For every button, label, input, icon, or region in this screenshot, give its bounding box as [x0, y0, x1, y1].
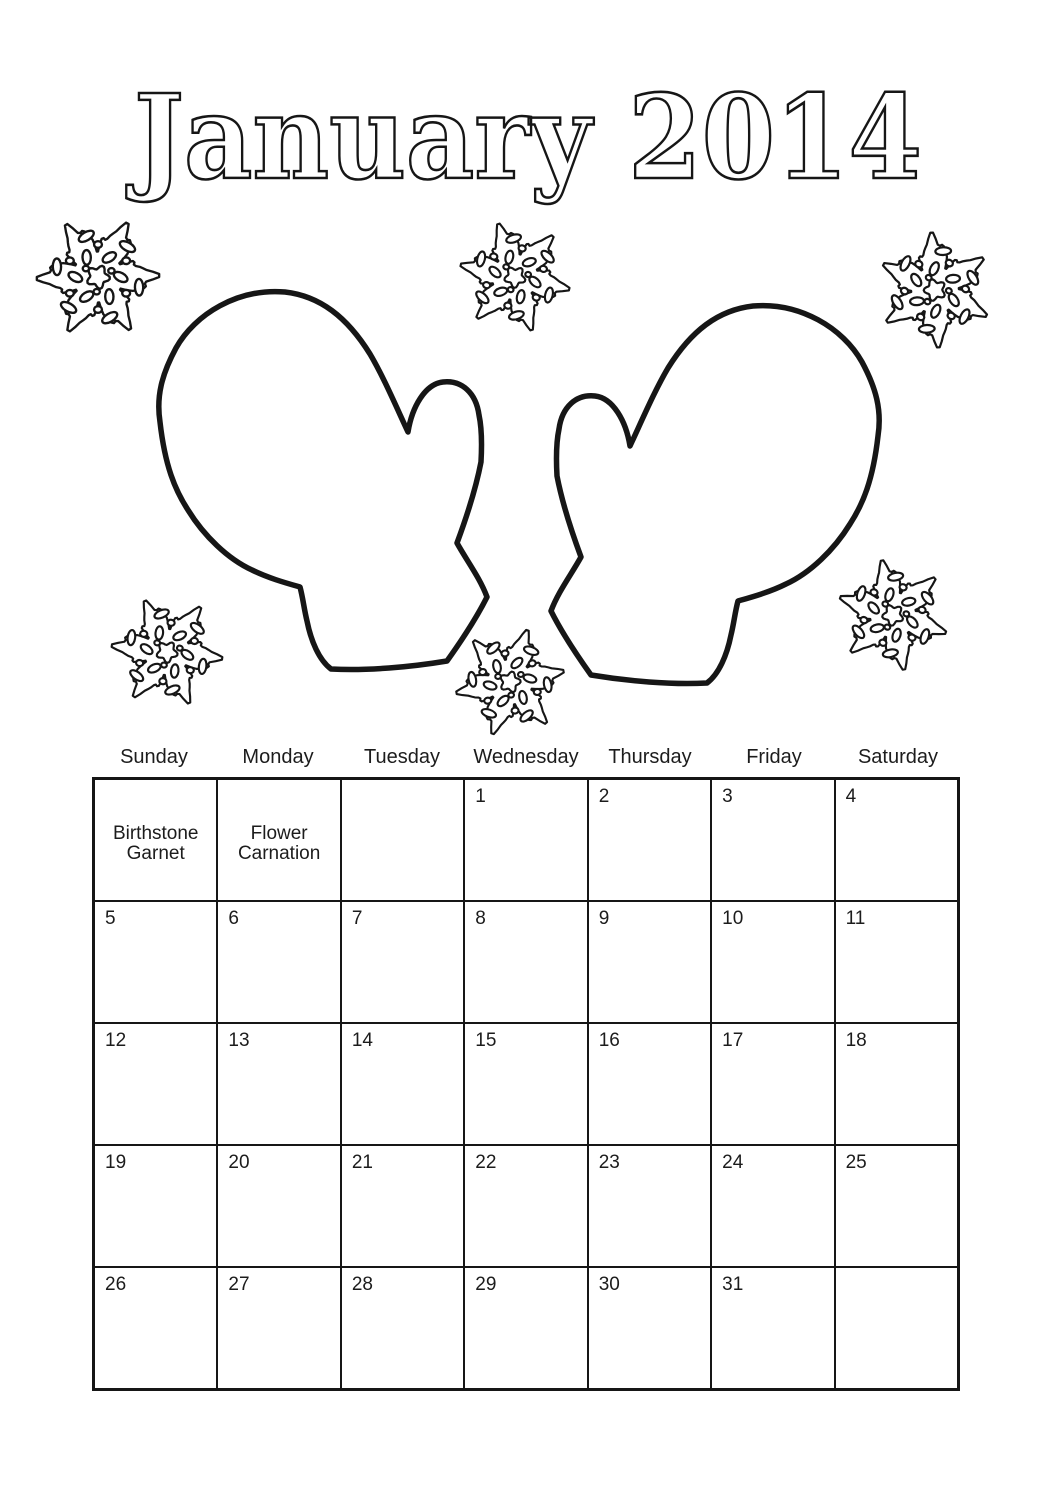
- date-number: 3: [722, 786, 733, 807]
- date-number: 25: [845, 1152, 867, 1173]
- calendar-cell: [464, 779, 587, 901]
- calendar-cell: [711, 1145, 834, 1267]
- date-number: 11: [845, 908, 866, 929]
- date-number: [836, 1268, 957, 1295]
- date-number: 14: [351, 1030, 373, 1051]
- calendar-cell: [588, 1023, 711, 1145]
- calendar-cell: [217, 779, 340, 901]
- day-header-wednesday: Wednesday: [473, 746, 579, 768]
- date-number: 17: [722, 1030, 744, 1051]
- page-title: January 2014: [125, 70, 922, 206]
- calendar-cell: [588, 779, 711, 901]
- date-number: [95, 780, 216, 807]
- calendar-cell: [464, 1267, 587, 1389]
- date-number: 27: [228, 1274, 250, 1295]
- date-number: 23: [598, 1152, 620, 1173]
- day-of-week-header-row: [92, 744, 960, 772]
- calendar-cell: [94, 779, 217, 901]
- cell-note: Flower Carnation: [237, 823, 321, 864]
- date-number: 10: [722, 908, 744, 929]
- date-number: 30: [598, 1274, 620, 1295]
- right-mitten-outline: [551, 306, 879, 684]
- date-number: 26: [105, 1274, 127, 1295]
- day-header-monday: Monday: [242, 746, 314, 768]
- date-number: 28: [351, 1274, 373, 1295]
- calendar-cell: [711, 1023, 834, 1145]
- date-number: 22: [475, 1152, 497, 1173]
- cell-note: Birthstone Garnet: [112, 823, 199, 864]
- date-number: 8: [475, 908, 486, 929]
- date-number: 2: [598, 786, 610, 807]
- calendar-cell: [588, 1267, 711, 1389]
- day-header-sunday: Sunday: [120, 746, 188, 768]
- calendar-cell: [711, 779, 834, 901]
- date-number: 29: [475, 1274, 497, 1295]
- calendar-cell: [711, 1267, 834, 1389]
- date-number: 7: [351, 908, 363, 929]
- calendar-cell: [835, 901, 958, 1023]
- date-number: [218, 780, 339, 807]
- calendar-cell: [217, 1023, 340, 1145]
- day-header-friday: Friday: [746, 746, 802, 768]
- date-number: 6: [228, 908, 239, 929]
- date-number: 15: [475, 1030, 497, 1051]
- calendar-cell: [835, 1023, 958, 1145]
- calendar-cell: [835, 779, 958, 901]
- calendar-cell: [588, 901, 711, 1023]
- day-header-saturday: Saturday: [857, 746, 939, 768]
- day-header-tuesday: Tuesday: [364, 746, 440, 768]
- calendar-cell: [94, 1145, 217, 1267]
- date-number: 21: [351, 1152, 373, 1173]
- date-number: 18: [845, 1030, 867, 1051]
- calendar-cell: [217, 1267, 340, 1389]
- calendar-cell: [94, 901, 217, 1023]
- date-number: 19: [105, 1152, 127, 1173]
- calendar-cell: [464, 1145, 587, 1267]
- calendar-cell: [464, 901, 587, 1023]
- calendar-cell: [835, 1145, 958, 1267]
- date-number: 31: [722, 1274, 744, 1295]
- left-mitten-outline: [159, 292, 487, 670]
- calendar-cell: [711, 901, 834, 1023]
- date-number: 9: [598, 908, 610, 929]
- calendar-cell: [341, 901, 464, 1023]
- date-number: 1: [475, 786, 486, 807]
- page-title-art: [0, 58, 1050, 218]
- mittens-icon: [140, 272, 900, 702]
- calendar-cell: [464, 1023, 587, 1145]
- calendar-cell: [835, 1267, 958, 1389]
- calendar-cell: [341, 1023, 464, 1145]
- calendar-cell: [217, 1145, 340, 1267]
- calendar-grid: [92, 777, 960, 1391]
- calendar-cell: [94, 1023, 217, 1145]
- calendar-cell: [94, 1267, 217, 1389]
- calendar-cell: [341, 1145, 464, 1267]
- calendar-cell: [341, 1267, 464, 1389]
- date-number: 12: [105, 1030, 127, 1051]
- calendar-cell: [588, 1145, 711, 1267]
- date-number: 4: [845, 786, 857, 807]
- date-number: 5: [105, 908, 116, 929]
- calendar-cell: [217, 901, 340, 1023]
- date-number: 13: [228, 1030, 250, 1051]
- date-number: 24: [722, 1152, 744, 1173]
- day-header-thursday: Thursday: [608, 746, 692, 768]
- date-number: [342, 780, 463, 807]
- date-number: 16: [598, 1030, 620, 1051]
- calendar-cell: [341, 779, 464, 901]
- date-number: 20: [228, 1152, 250, 1173]
